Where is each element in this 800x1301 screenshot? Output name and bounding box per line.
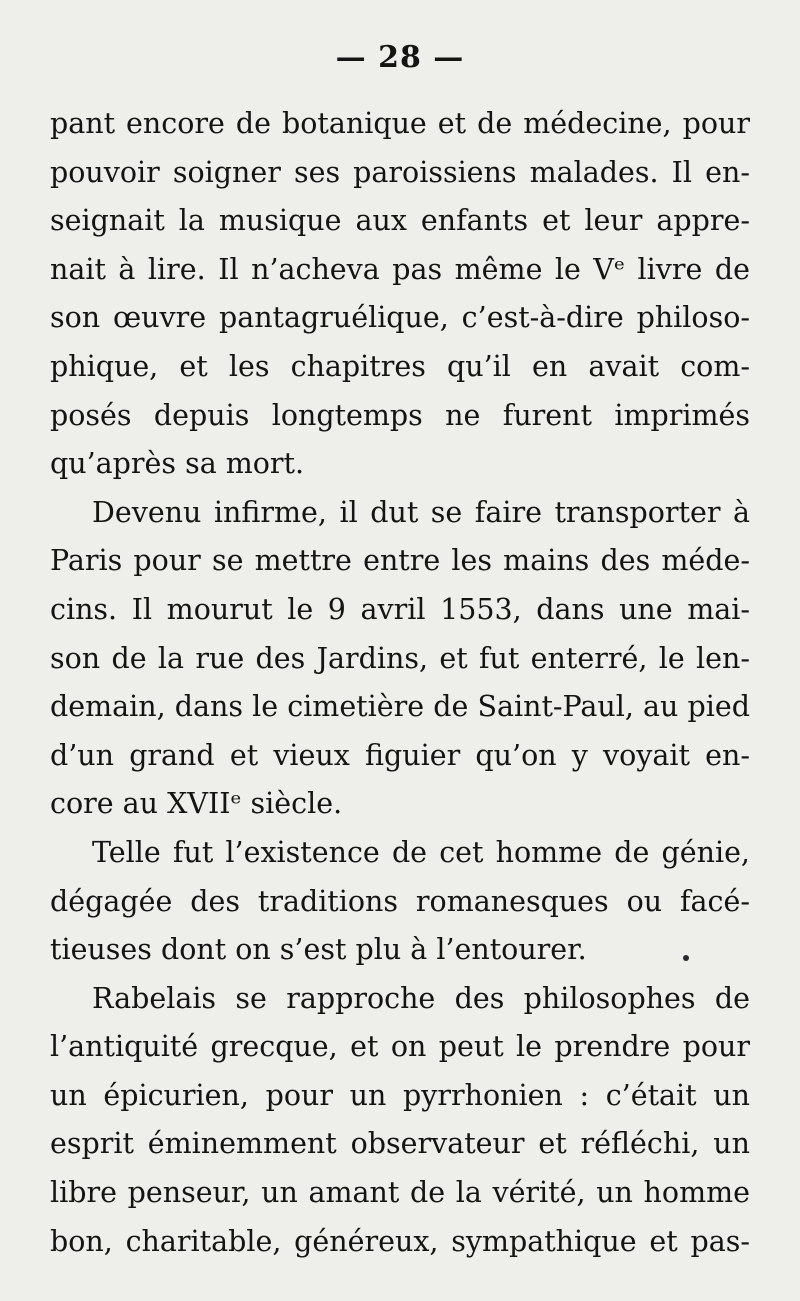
text-line: pant encore de botanique et de médecine, pour [50,107,750,140]
text-line: phique, et les chapitres qu’il en avait com- [50,349,750,383]
text-line: son œuvre pantagruélique, c’est-à-dire philoso- [50,301,750,335]
text-line: libre penseur, un amant de la vérité, un homme [50,1176,750,1210]
text-line: Paris pour se mettre entre les mains des méde- [50,544,750,578]
text-line: esprit éminemment observateur et réfléchi, un [50,1127,750,1161]
text-line: demain, dans le cimetière de Saint-Paul, au pied [50,690,750,724]
text-line: l’antiquité grecque, et on peut le prendre pour [50,1030,750,1064]
page-number: — 28 — [335,40,465,75]
text-line: pouvoir soigner ses paroissiens malades. Il en- [50,155,750,189]
text-line: qu’après sa mort. [50,447,305,481]
text-line: son de la rue des Jardins, et fut enterré, le len- [50,641,750,675]
text-line: Rabelais se rapproche des philosophes de [92,981,750,1015]
text-line: tieuses dont on s’est plu à l’entourer. [50,933,587,967]
ink-speck [683,955,689,961]
body-text [50,100,750,1266]
text-line: cins. Il mourut le 9 avril 1553, dans une mai- [50,592,750,626]
text-line: un épicurien, pour un pyrrhonien : c’était un [50,1078,750,1112]
text-line: dégagée des traditions romanesques ou facé- [50,884,750,918]
text-line: nait à lire. Il n’acheva pas même le Vᵉ livre de [50,252,750,286]
text-line: posés depuis longtemps ne furent imprimés [50,398,750,432]
text-line: Telle fut l’existence de cet homme de génie, [92,835,750,869]
text-line: core au XVIIᵉ siècle. [50,787,343,821]
text-line: bon, charitable, généreux, sympathique et pas- [50,1224,750,1258]
text-line: seignait la musique aux enfants et leur appre- [50,204,750,238]
text-line: Devenu infirme, il dut se faire transporter à [92,495,750,529]
text-line: d’un grand et vieux figuier qu’on y voyait en- [50,738,750,772]
